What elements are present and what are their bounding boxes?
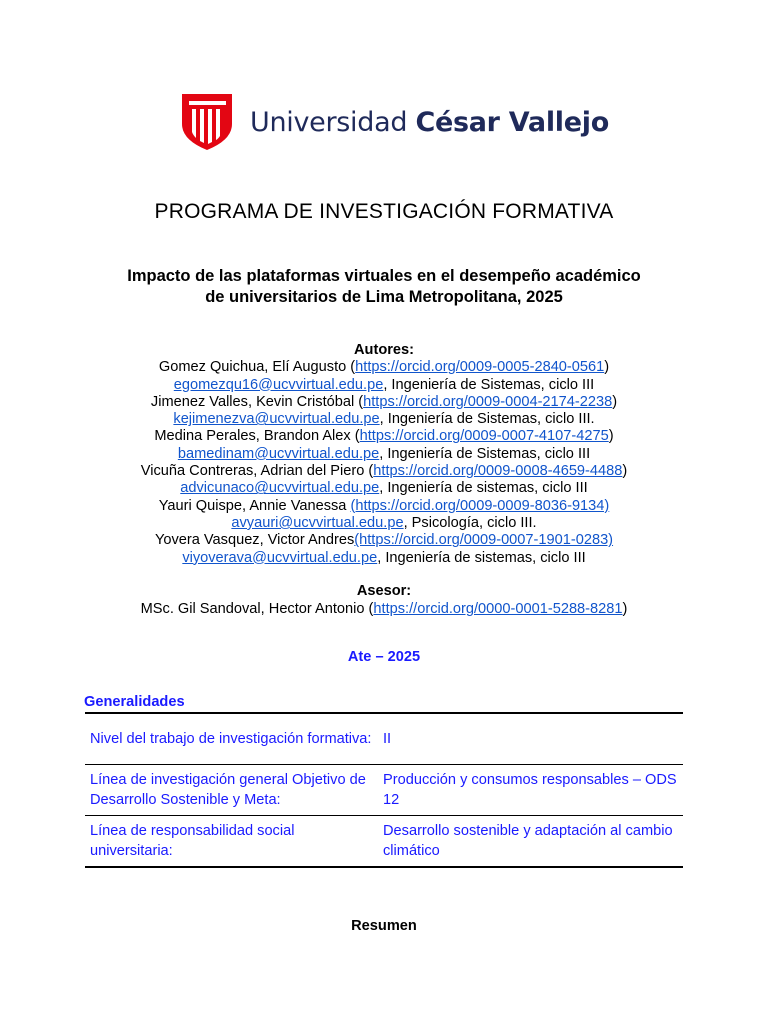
table-row (85, 714, 683, 765)
abstract-heading: Resumen (351, 918, 417, 934)
author-email-line: egomezqu16@ucvvirtual.edu.pe, Ingeniería de Sistemas, ciclo III (173, 376, 595, 393)
author-name-line: Vicuña Contreras, Adrian del Piero (https://orcid.org/0009-0008-4659-4488) (140, 463, 628, 480)
table-row (85, 816, 683, 866)
university-logo (182, 94, 609, 150)
paper-title-line: Impacto de las plataformas virtuales en el desempeño académico (127, 267, 641, 285)
author-name-line: Yovera Vasquez, Victor Andres(https://orcid.org/0009-0007-1901-0283) (154, 532, 614, 549)
authors-heading: Autores: (354, 342, 414, 358)
author-email-line: advicunaco@ucvvirtual.edu.pe, Ingeniería de sistemas, ciclo III (180, 480, 588, 497)
author-email-line: avyauri@ucvvirtual.edu.pe, Psicología, ciclo III. (231, 514, 537, 531)
orcid-link[interactable]: https://orcid.org/0000-0001-5288-8281 (373, 601, 623, 617)
general-heading: Generalidades (84, 694, 185, 710)
orcid-link[interactable]: https://orcid.org/0009-0007-4107-4275 (359, 428, 609, 445)
email-link[interactable]: viyoverava@ucvvirtual.edu.pe (182, 549, 378, 566)
row-value: Producción y consumos responsables – ODS 12 (383, 772, 677, 808)
general-table (85, 712, 683, 868)
table-row (85, 765, 683, 816)
author-name-line: Jimenez Valles, Kevin Cristóbal (https://orcid.org/0009-0004-2174-2238) (150, 393, 618, 410)
email-link[interactable]: kejimenezva@ucvvirtual.edu.pe (173, 411, 380, 428)
row-value: II (383, 731, 392, 747)
orcid-link[interactable]: https://orcid.org/0009-0005-2840-0561 (355, 359, 605, 376)
authors-section (0, 342, 768, 567)
author-name-line: Yauri Quispe, Annie Vanessa (https://orcid.org/0009-0009-8036-9134) (158, 497, 610, 514)
university-shield-icon (182, 94, 232, 150)
author-name-line: Gomez Quichua, Elí Augusto (https://orcid.org/0009-0005-2840-0561) (158, 359, 610, 376)
email-link[interactable]: avyauri@ucvvirtual.edu.pe (231, 514, 404, 531)
program-title: PROGRAMA DE INVESTIGACIÓN FORMATIVA (154, 200, 614, 223)
row-label: Nivel del trabajo de investigación formativa: (90, 731, 372, 747)
orcid-link[interactable]: (https://orcid.org/0009-0007-1901-0283) (354, 532, 614, 549)
email-link[interactable]: advicunaco@ucvvirtual.edu.pe (180, 480, 380, 497)
orcid-link[interactable]: https://orcid.org/0009-0008-4659-4488 (373, 463, 623, 480)
author-email-line: viyoverava@ucvvirtual.edu.pe, Ingeniería de sistemas, ciclo III (182, 549, 586, 566)
orcid-link[interactable]: (https://orcid.org/0009-0009-8036-9134) (350, 497, 610, 514)
place-date: Ate – 2025 (347, 649, 421, 665)
row-value: Desarrollo sostenible y adaptación al cambio climático (383, 823, 673, 859)
orcid-link[interactable]: https://orcid.org/0009-0004-2174-2238 (363, 393, 613, 410)
row-label: Línea de responsabilidad social universitaria: (90, 823, 295, 859)
row-label: Línea de investigación general Objetivo de Desarrollo Sostenible y Meta: (90, 772, 366, 808)
advisor-heading: Asesor: (356, 583, 412, 599)
email-link[interactable]: egomezqu16@ucvvirtual.edu.pe (173, 376, 384, 393)
advisor-section (0, 582, 768, 618)
author-name-line: Medina Perales, Brandon Alex (https://orcid.org/0009-0007-4107-4275) (154, 428, 614, 445)
author-email-line: bamedinam@ucvvirtual.edu.pe, Ingeniería de Sistemas, ciclo III (177, 445, 591, 462)
university-name: Universidad César Vallejo (250, 106, 609, 138)
advisor-name-line: MSc. Gil Sandoval, Hector Antonio (https://orcid.org/0000-0001-5288-8281) (140, 601, 628, 617)
author-email-line: kejimenezva@ucvvirtual.edu.pe, Ingeniería de Sistemas, ciclo III. (173, 411, 595, 428)
email-link[interactable]: bamedinam@ucvvirtual.edu.pe (177, 445, 380, 462)
paper-title-line: de universitarios de Lima Metropolitana, 2025 (205, 288, 563, 306)
paper-title (0, 266, 768, 308)
